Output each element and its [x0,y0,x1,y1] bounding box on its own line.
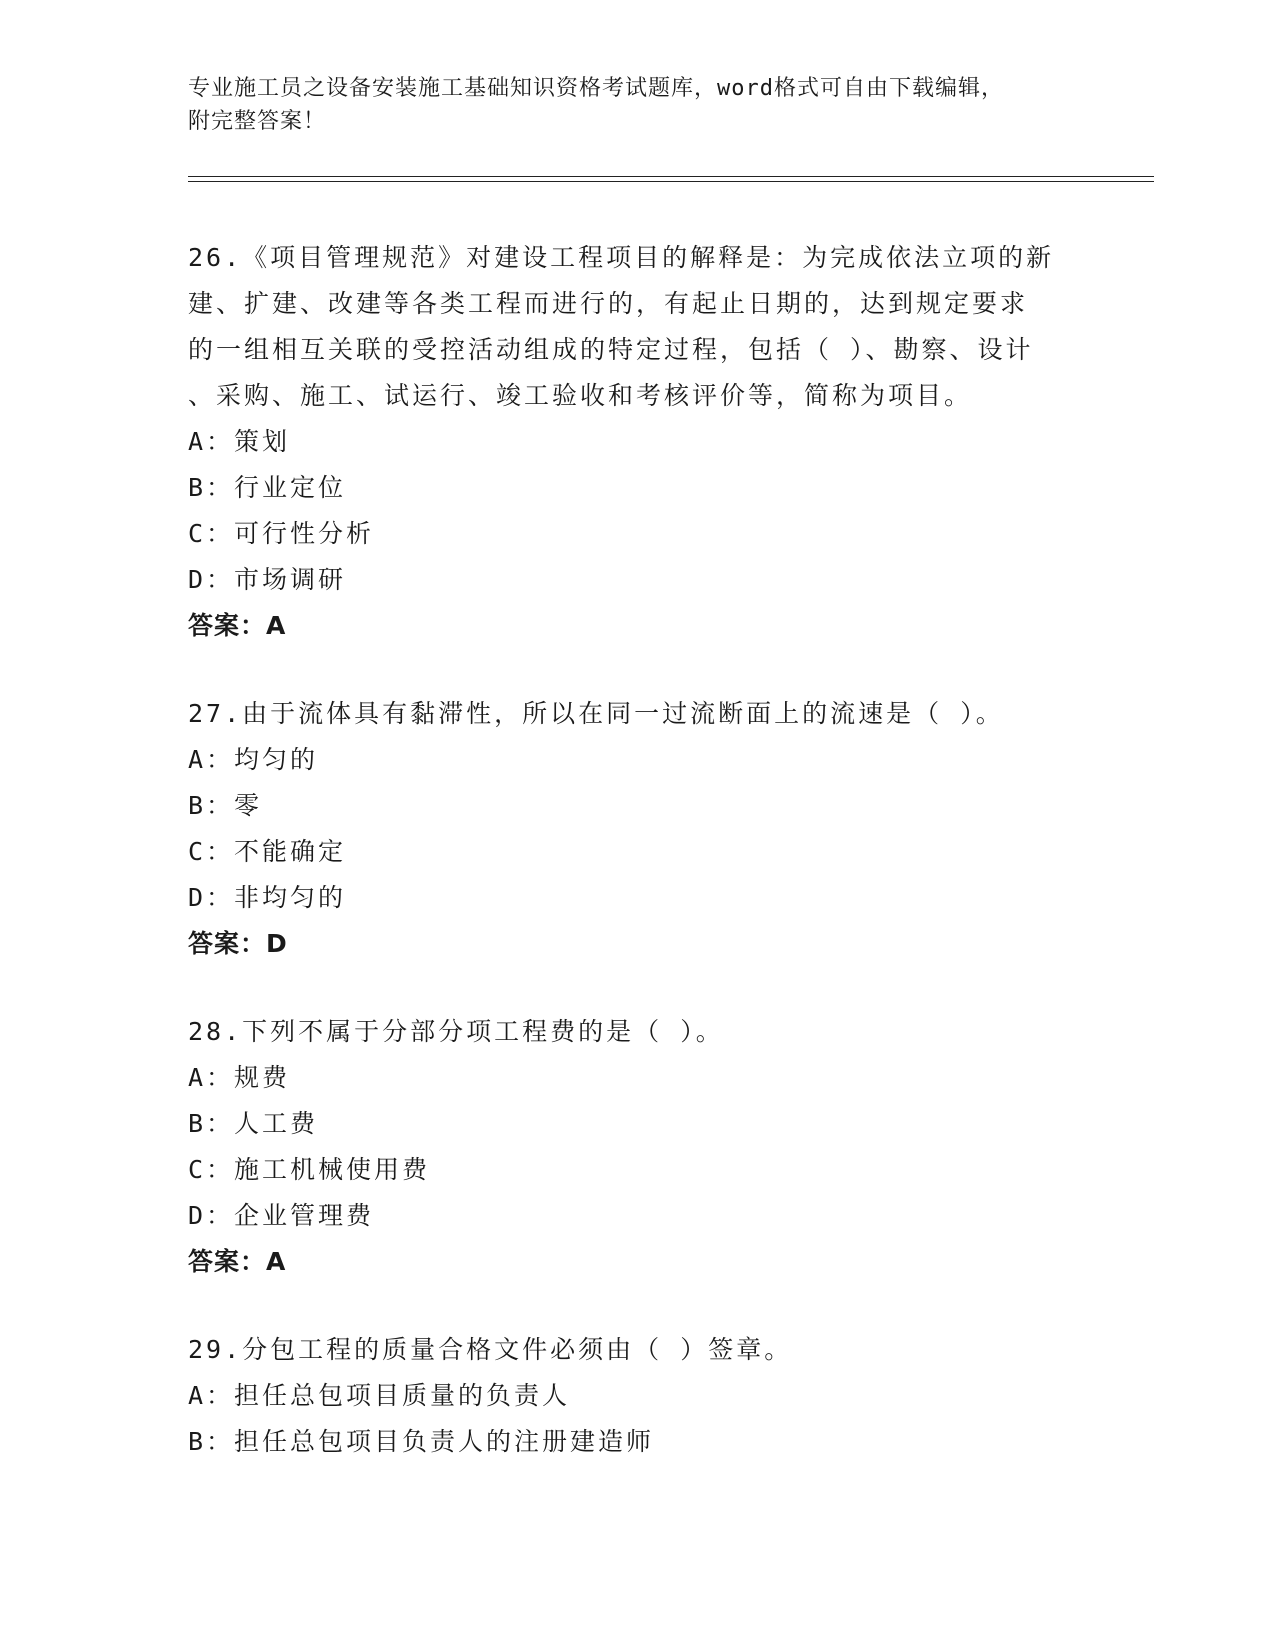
answer: 答案：D [188,929,288,958]
option-d: D：非均匀的 [188,883,347,912]
question-27 [188,691,1088,967]
header-line-2: 附完整答案！ [188,109,327,134]
question-list [188,235,1088,1465]
option-b: B：行业定位 [188,473,347,502]
header-divider-bottom [188,181,1154,182]
option-b: B：担任总包项目负责人的注册建造师 [188,1427,655,1456]
question-stem-line: 28.下列不属于分部分项工程费的是（ ）。 [188,1017,724,1046]
option-a: A：均匀的 [188,745,319,774]
option-a: A：策划 [188,427,291,456]
option-d: D：市场调研 [188,565,347,594]
header-divider-top [188,176,1154,177]
question-stem-line: 26.《项目管理规范》对建设工程项目的解释是：为完成依法立项的新 [188,243,1055,272]
option-a: A：担任总包项目质量的负责人 [188,1381,571,1410]
option-d: D：企业管理费 [188,1201,375,1230]
answer: 答案：A [188,1247,287,1276]
option-b: B：零 [188,791,263,820]
option-b: B：人工费 [188,1109,319,1138]
option-c: C：可行性分析 [188,519,375,548]
question-26 [188,235,1088,649]
option-c: C：施工机械使用费 [188,1155,431,1184]
question-stem-line: 27.由于流体具有黏滞性，所以在同一过流断面上的流速是（ ）。 [188,699,1004,728]
option-c: C：不能确定 [188,837,347,866]
question-28 [188,1009,1088,1285]
question-stem-line: 、采购、施工、试运行、竣工验收和考核评价等，简称为项目。 [188,381,973,410]
option-a: A：规费 [188,1063,291,1092]
question-stem-line: 的一组相互关联的受控活动组成的特定过程，包括（ ）、勘察、设计 [188,335,1034,364]
header-line-1: 专业施工员之设备安装施工基础知识资格考试题库，word格式可自由下载编辑， [188,76,1004,101]
answer: 答案：A [188,611,287,640]
document-header [188,72,1068,138]
question-29 [188,1327,1088,1465]
question-stem-line: 建、扩建、改建等各类工程而进行的，有起止日期的，达到规定要求 [188,289,1029,318]
question-stem-line: 29.分包工程的质量合格文件必须由（ ）签章。 [188,1335,793,1364]
